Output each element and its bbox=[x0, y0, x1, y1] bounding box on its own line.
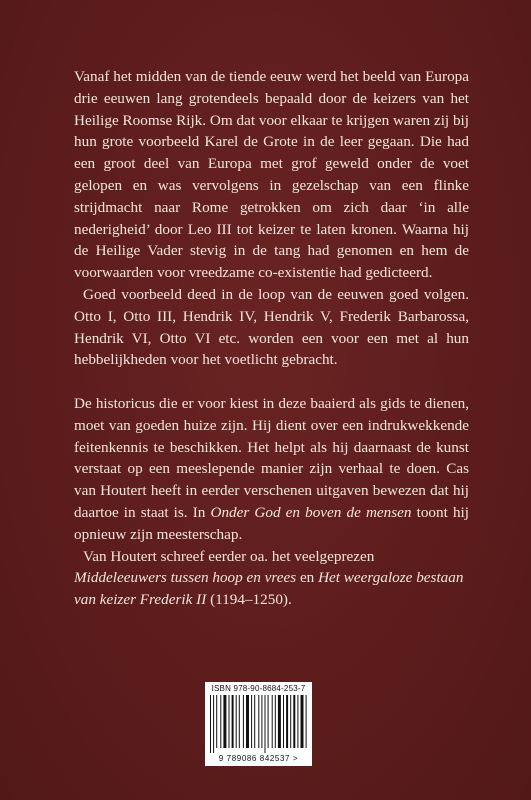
book-title-frederik: Het weergaloze bestaan van keizer Frederik II bbox=[74, 569, 464, 609]
barcode-bar bbox=[251, 695, 252, 748]
paragraph-4-text-end: (1194–1250). bbox=[206, 591, 292, 609]
paragraph-4-text-start: Van Houtert schreef eerder oa. het veelgeprezen bbox=[83, 547, 375, 565]
barcode-bar bbox=[275, 695, 276, 748]
isbn-barcode bbox=[205, 682, 312, 766]
book-title-onder-god: Onder God en boven de mensen bbox=[210, 503, 412, 521]
blurb-paragraph-2: Goed voorbeeld deed in de loop van de eeuwen goed volgen. Otto I, Otto III, Hendrik IV, Hendrik V, Frederik Barbarossa, Hendrik VI, Otto VI etc. worden een voor een met al hun hebbelijkheden voor het voetlicht gebracht. bbox=[74, 285, 469, 369]
barcode-bar bbox=[268, 695, 269, 748]
barcode-bar bbox=[265, 695, 266, 753]
barcode-digits: 9 789086 842537 > bbox=[218, 754, 299, 763]
barcode-bars bbox=[210, 695, 307, 753]
barcode-bar bbox=[258, 695, 259, 748]
barcode-bar bbox=[213, 695, 214, 753]
barcode-bar bbox=[286, 695, 288, 748]
barcode-bar bbox=[297, 695, 298, 748]
barcode-bar bbox=[232, 695, 234, 748]
barcode-bar bbox=[306, 695, 307, 748]
isbn-label: ISBN 978-90-8684-253-7 bbox=[211, 684, 306, 693]
barcode-bar bbox=[210, 695, 211, 753]
blurb-paragraph-3 bbox=[74, 393, 469, 546]
barcode-bar bbox=[223, 695, 226, 748]
barcode-bar bbox=[220, 695, 221, 748]
barcode-bar bbox=[272, 695, 273, 748]
barcode-bar bbox=[239, 695, 240, 748]
book-title-middeleeuwers: Middeleeuwers tussen hoop en vrees bbox=[74, 569, 297, 587]
blurb-text bbox=[74, 66, 469, 611]
barcode-bar bbox=[293, 695, 295, 748]
blurb-paragraph-4 bbox=[74, 546, 469, 611]
paragraph-3-text-end: toont hij opnieuw zijn meesterschap. bbox=[74, 503, 469, 543]
paragraph-3-text-start: De historicus die er voor kiest in deze baaierd als gids te dienen, moet van goeden huize zijn. Hij dient over een indrukwekkende feitenkennis te beschikken. Het helpt als hij daarnaast de kunst verstaat op een meeslepende manier zijn verhaal te doen. Cas van Houtert heeft in eerder verschenen uitgaven bewezen dat hij daartoe in staat is. In bbox=[74, 394, 469, 521]
barcode-bar bbox=[261, 695, 262, 748]
barcode-bar bbox=[278, 695, 281, 748]
barcode-bar bbox=[229, 695, 230, 748]
barcode-bar bbox=[236, 695, 237, 748]
barcode-bar bbox=[254, 695, 255, 748]
paragraph-4-text-mid: en bbox=[296, 569, 319, 587]
barcode-bar bbox=[290, 695, 291, 748]
barcode-bar bbox=[216, 695, 217, 748]
barcode-bar bbox=[243, 695, 244, 748]
barcode-bar bbox=[246, 695, 249, 748]
barcode-bar bbox=[283, 695, 284, 748]
blurb-paragraph-1: Vanaf het midden van de tiende eeuw werd het beeld van Europa drie eeuwen lang grotendeels bepaald door de keizers van het Heilige Roomse Rijk. Om dat voor elkaar te krijgen waren zij bij hun grote voorbeeld Karel de Grote in de leer gegaan. Die had een groot deel van Europa met grof geweld onder de voet gelopen en was vervolgens in gezelschap van een flinke strijdmacht naar Rome getrokken om zich daar ‘in alle nederigheid’ door Leo III tot keizer te laten kronen. Waarna hij de Heilige Vader stevig in de tang had genomen en hem de voorwaarden voor vreedzame co-existentie had gedicteerd. bbox=[74, 68, 469, 282]
barcode-bar bbox=[301, 695, 304, 748]
